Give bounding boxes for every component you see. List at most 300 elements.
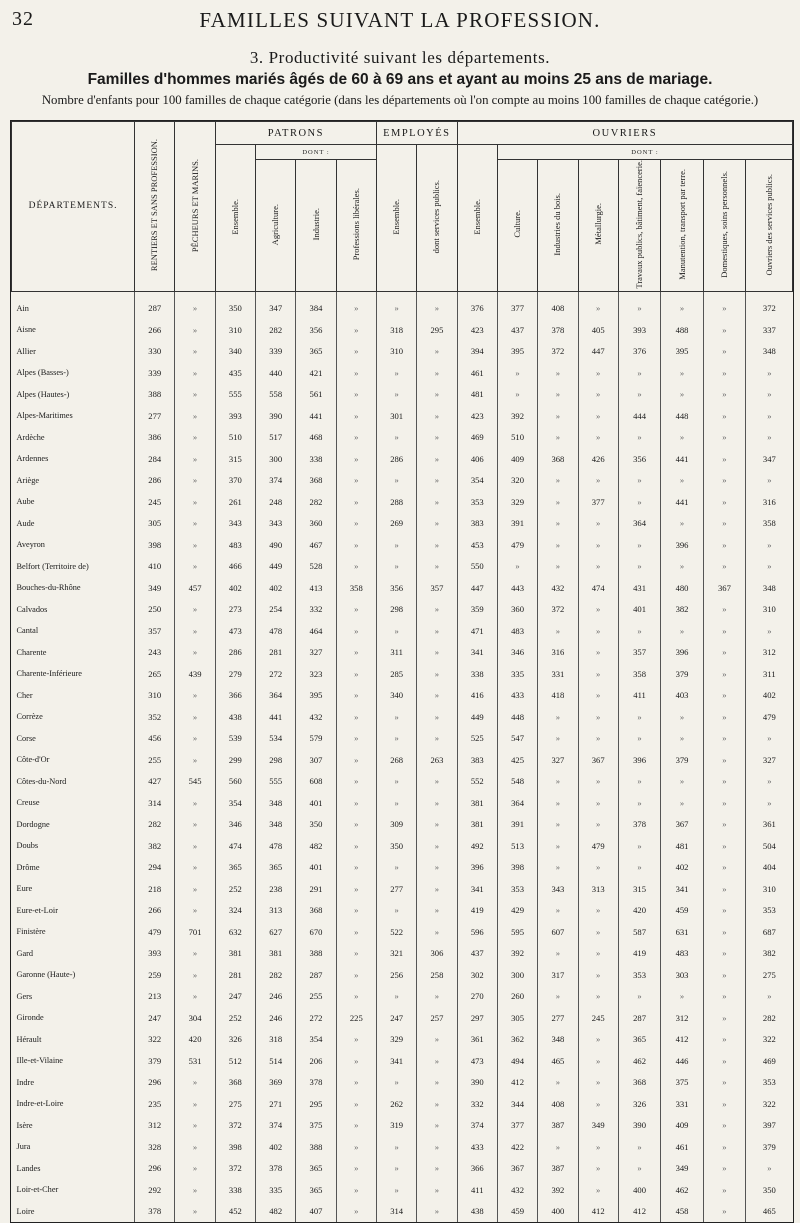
table-cell: » bbox=[336, 921, 376, 943]
table-cell: 292 bbox=[135, 1179, 175, 1201]
department-name: Corrèze bbox=[16, 712, 43, 722]
table-cell: » bbox=[703, 470, 745, 492]
table-cell: » bbox=[578, 427, 618, 449]
table-cell: » bbox=[376, 706, 416, 728]
table-cell: 411 bbox=[457, 1179, 497, 1201]
table-cell: 388 bbox=[296, 943, 336, 965]
table-cell: 494 bbox=[497, 1050, 537, 1072]
table-cell: 260 bbox=[497, 986, 537, 1008]
table-cell: » bbox=[703, 384, 745, 406]
patrons-header: PATRONS bbox=[215, 122, 376, 145]
table-cell: 246 bbox=[256, 1007, 296, 1029]
table-cell: 301 bbox=[376, 405, 416, 427]
table-row bbox=[12, 814, 793, 836]
table-cell: » bbox=[746, 384, 793, 406]
table-cell: 483 bbox=[661, 943, 703, 965]
table-cell: » bbox=[618, 427, 660, 449]
table-row bbox=[12, 620, 793, 642]
table-cell: 382 bbox=[135, 835, 175, 857]
table-cell: » bbox=[703, 1179, 745, 1201]
table-cell: 310 bbox=[746, 878, 793, 900]
table-cell: 412 bbox=[497, 1072, 537, 1094]
table-cell: 328 bbox=[135, 1136, 175, 1158]
department-name: Ain bbox=[16, 303, 29, 313]
table-cell: » bbox=[417, 878, 457, 900]
table-cell: 382 bbox=[746, 943, 793, 965]
table-cell: 398 bbox=[135, 534, 175, 556]
table-cell: 383 bbox=[457, 513, 497, 535]
table-cell: » bbox=[661, 513, 703, 535]
table-row bbox=[12, 1158, 793, 1180]
table-row bbox=[12, 986, 793, 1008]
table-cell: 272 bbox=[296, 1007, 336, 1029]
table-row bbox=[12, 470, 793, 492]
table-cell: » bbox=[417, 620, 457, 642]
table-cell: 353 bbox=[746, 900, 793, 922]
table-cell: » bbox=[703, 814, 745, 836]
table-cell: 416 bbox=[457, 685, 497, 707]
ouvriers-manutention-header: Manutention, transport par terre. bbox=[661, 160, 703, 292]
department-name: Finistère bbox=[16, 927, 46, 937]
table-cell: » bbox=[703, 943, 745, 965]
table-cell: 318 bbox=[376, 319, 416, 341]
table-cell: 444 bbox=[618, 405, 660, 427]
table-cell: 406 bbox=[457, 448, 497, 470]
table-cell: » bbox=[175, 900, 215, 922]
table-cell: » bbox=[703, 921, 745, 943]
table-cell: 522 bbox=[376, 921, 416, 943]
table-cell: » bbox=[417, 1029, 457, 1051]
table-cell: » bbox=[661, 620, 703, 642]
employes-ensemble-header: Ensemble. bbox=[376, 145, 416, 292]
table-cell: 254 bbox=[256, 599, 296, 621]
table-cell: » bbox=[703, 341, 745, 363]
table-cell: » bbox=[703, 749, 745, 771]
table-cell: 343 bbox=[215, 513, 255, 535]
table-cell: 423 bbox=[457, 319, 497, 341]
table-cell: » bbox=[336, 556, 376, 578]
table-cell: 306 bbox=[417, 943, 457, 965]
table-cell: 341 bbox=[457, 642, 497, 664]
table-cell: 401 bbox=[296, 792, 336, 814]
table-cell: » bbox=[376, 534, 416, 556]
table-cell: » bbox=[336, 620, 376, 642]
table-cell: 478 bbox=[256, 835, 296, 857]
department-name: Ariège bbox=[16, 475, 40, 485]
table-cell: 206 bbox=[296, 1050, 336, 1072]
table-cell: » bbox=[703, 1093, 745, 1115]
table-cell: » bbox=[417, 405, 457, 427]
table-cell: 701 bbox=[175, 921, 215, 943]
table-cell: » bbox=[417, 771, 457, 793]
table-cell: 439 bbox=[175, 663, 215, 685]
table-cell: 466 bbox=[215, 556, 255, 578]
ouvriers-culture-header: Culture. bbox=[497, 160, 537, 292]
table-cell: 387 bbox=[538, 1158, 578, 1180]
department-name: Belfort (Territoire de) bbox=[16, 561, 89, 571]
table-cell: 298 bbox=[376, 599, 416, 621]
table-cell: 271 bbox=[256, 1093, 296, 1115]
table-cell: » bbox=[661, 986, 703, 1008]
employes-services-publics-header: dont services publics. bbox=[417, 145, 457, 292]
table-cell: 356 bbox=[296, 319, 336, 341]
table-cell: » bbox=[175, 728, 215, 750]
table-cell: » bbox=[703, 1007, 745, 1029]
table-cell: 252 bbox=[215, 1007, 255, 1029]
table-cell: » bbox=[417, 1136, 457, 1158]
table-cell: » bbox=[703, 1029, 745, 1051]
table-cell: 480 bbox=[661, 577, 703, 599]
table-cell: 247 bbox=[135, 1007, 175, 1029]
table-cell: 386 bbox=[135, 427, 175, 449]
table-cell: » bbox=[746, 1158, 793, 1180]
table-cell: 367 bbox=[578, 749, 618, 771]
table-cell: 368 bbox=[215, 1072, 255, 1094]
table-cell: » bbox=[746, 556, 793, 578]
table-cell: » bbox=[336, 1201, 376, 1223]
table-cell: 379 bbox=[661, 663, 703, 685]
table-cell: 525 bbox=[457, 728, 497, 750]
table-cell: » bbox=[175, 943, 215, 965]
table-cell: » bbox=[336, 427, 376, 449]
table-cell: » bbox=[703, 685, 745, 707]
table-cell: 357 bbox=[417, 577, 457, 599]
table-cell: » bbox=[538, 706, 578, 728]
department-name: Allier bbox=[16, 346, 36, 356]
table-row bbox=[12, 771, 793, 793]
table-cell: 409 bbox=[661, 1115, 703, 1137]
table-cell: 315 bbox=[618, 878, 660, 900]
department-name: Calvados bbox=[16, 604, 48, 614]
table-cell: 462 bbox=[661, 1179, 703, 1201]
table-cell: 407 bbox=[296, 1201, 336, 1223]
table-cell: 397 bbox=[746, 1115, 793, 1137]
table-cell: 331 bbox=[538, 663, 578, 685]
table-cell: 398 bbox=[215, 1136, 255, 1158]
table-cell: 314 bbox=[376, 1201, 416, 1223]
ouvriers-travaux-publics-header: Travaux publics, bâtiment, faïencerie. bbox=[618, 160, 660, 292]
table-cell: 335 bbox=[497, 663, 537, 685]
table-cell: » bbox=[703, 771, 745, 793]
table-cell: 366 bbox=[215, 685, 255, 707]
table-cell: » bbox=[336, 835, 376, 857]
pecheurs-header: PÊCHEURS ET MARINS. bbox=[175, 122, 215, 292]
table-cell: 378 bbox=[256, 1158, 296, 1180]
table-cell: 387 bbox=[538, 1115, 578, 1137]
main-title: Familles d'hommes mariés âgés de 60 à 69 ans et ayant au moins 25 ans de mariage. bbox=[87, 71, 713, 88]
table-row bbox=[12, 1136, 793, 1158]
department-name: Eure bbox=[16, 884, 33, 894]
table-cell: » bbox=[417, 556, 457, 578]
table-cell: 388 bbox=[296, 1136, 336, 1158]
table-cell: 266 bbox=[135, 319, 175, 341]
table-cell: 310 bbox=[746, 599, 793, 621]
table-cell: 531 bbox=[175, 1050, 215, 1072]
department-name: Bouches-du-Rhône bbox=[16, 583, 81, 593]
table-cell: 346 bbox=[497, 642, 537, 664]
table-cell: 481 bbox=[457, 384, 497, 406]
table-cell: 534 bbox=[256, 728, 296, 750]
table-cell: 358 bbox=[336, 577, 376, 599]
table-cell: 348 bbox=[746, 577, 793, 599]
table-cell: » bbox=[578, 1136, 618, 1158]
table-cell: 391 bbox=[497, 814, 537, 836]
table-cell: » bbox=[618, 362, 660, 384]
table-cell: 418 bbox=[538, 685, 578, 707]
table-cell: 364 bbox=[256, 685, 296, 707]
table-row bbox=[12, 534, 793, 556]
table-cell: 377 bbox=[578, 491, 618, 513]
table-cell: 372 bbox=[538, 599, 578, 621]
table-cell: 412 bbox=[578, 1201, 618, 1223]
table-cell: 307 bbox=[296, 749, 336, 771]
table-cell: » bbox=[175, 470, 215, 492]
table-cell: 561 bbox=[296, 384, 336, 406]
table-cell: 474 bbox=[215, 835, 255, 857]
patrons-dont-label: DONT : bbox=[256, 145, 377, 160]
table-cell: 330 bbox=[135, 341, 175, 363]
table-cell: 357 bbox=[135, 620, 175, 642]
table-cell: 286 bbox=[376, 448, 416, 470]
table-cell: 504 bbox=[746, 835, 793, 857]
table-cell: » bbox=[578, 1179, 618, 1201]
table-cell: 329 bbox=[376, 1029, 416, 1051]
table-cell: 510 bbox=[497, 427, 537, 449]
table-cell: 304 bbox=[175, 1007, 215, 1029]
table-cell: 365 bbox=[618, 1029, 660, 1051]
table-cell: » bbox=[703, 706, 745, 728]
table-row bbox=[12, 943, 793, 965]
table-cell: » bbox=[175, 1179, 215, 1201]
table-cell: 310 bbox=[376, 341, 416, 363]
table-cell: » bbox=[578, 362, 618, 384]
table-cell: 335 bbox=[256, 1179, 296, 1201]
department-name: Ille-et-Vilaine bbox=[16, 1056, 63, 1066]
table-cell: 370 bbox=[215, 470, 255, 492]
table-row bbox=[12, 291, 793, 319]
table-cell: » bbox=[336, 341, 376, 363]
table-row bbox=[12, 513, 793, 535]
table-cell: 282 bbox=[256, 319, 296, 341]
table-cell: » bbox=[336, 1115, 376, 1137]
department-name: Loire bbox=[16, 1206, 35, 1216]
table-cell: 277 bbox=[376, 878, 416, 900]
table-cell: 339 bbox=[256, 341, 296, 363]
table-cell: 420 bbox=[618, 900, 660, 922]
table-cell: » bbox=[336, 685, 376, 707]
table-cell: 302 bbox=[457, 964, 497, 986]
table-cell: 558 bbox=[256, 384, 296, 406]
ouvriers-metallurgie-header: Métallurgie. bbox=[578, 160, 618, 292]
table-cell: 332 bbox=[457, 1093, 497, 1115]
table-cell: 357 bbox=[618, 642, 660, 664]
table-cell: 438 bbox=[457, 1201, 497, 1223]
table-cell: » bbox=[175, 685, 215, 707]
table-cell: » bbox=[376, 1072, 416, 1094]
table-cell: 608 bbox=[296, 771, 336, 793]
table-cell: » bbox=[618, 771, 660, 793]
table-cell: » bbox=[661, 427, 703, 449]
table-cell: » bbox=[703, 835, 745, 857]
table-cell: 348 bbox=[746, 341, 793, 363]
table-cell: 362 bbox=[497, 1029, 537, 1051]
table-cell: » bbox=[746, 728, 793, 750]
table-row bbox=[12, 1029, 793, 1051]
table-cell: » bbox=[417, 491, 457, 513]
table-cell: » bbox=[336, 291, 376, 319]
table-cell: » bbox=[661, 384, 703, 406]
table-cell: 367 bbox=[703, 577, 745, 599]
table-cell: 545 bbox=[175, 771, 215, 793]
table-cell: » bbox=[578, 470, 618, 492]
table-cell: » bbox=[417, 1158, 457, 1180]
table-cell: » bbox=[175, 291, 215, 319]
table-cell: 354 bbox=[296, 1029, 336, 1051]
table-cell: 396 bbox=[661, 534, 703, 556]
table-cell: 474 bbox=[578, 577, 618, 599]
table-cell: » bbox=[618, 470, 660, 492]
table-cell: 324 bbox=[215, 900, 255, 922]
table-cell: » bbox=[376, 1136, 416, 1158]
table-cell: » bbox=[417, 427, 457, 449]
table-cell: » bbox=[661, 470, 703, 492]
table-cell: 375 bbox=[296, 1115, 336, 1137]
table-cell: 281 bbox=[256, 642, 296, 664]
table-cell: 322 bbox=[746, 1093, 793, 1115]
table-cell: 392 bbox=[497, 405, 537, 427]
table-cell: 421 bbox=[296, 362, 336, 384]
table-cell: 377 bbox=[497, 1115, 537, 1137]
table-cell: » bbox=[618, 728, 660, 750]
department-name: Gers bbox=[16, 991, 33, 1001]
table-cell: 275 bbox=[746, 964, 793, 986]
table-cell: 361 bbox=[746, 814, 793, 836]
table-cell: » bbox=[336, 857, 376, 879]
table-cell: 312 bbox=[661, 1007, 703, 1029]
table-row bbox=[12, 1007, 793, 1029]
table-cell: » bbox=[376, 620, 416, 642]
page-number: 32 bbox=[12, 8, 34, 30]
table-cell: 299 bbox=[215, 749, 255, 771]
patrons-agriculture-header: Agriculture. bbox=[256, 160, 296, 292]
table-cell: » bbox=[578, 792, 618, 814]
table-row bbox=[12, 319, 793, 341]
table-cell: » bbox=[336, 878, 376, 900]
table-cell: 338 bbox=[215, 1179, 255, 1201]
table-cell: » bbox=[417, 341, 457, 363]
table-cell: 392 bbox=[497, 943, 537, 965]
table-cell: 309 bbox=[376, 814, 416, 836]
ouvriers-header: OUVRIERS bbox=[457, 122, 792, 145]
ouvriers-services-publics-header: Ouvriers des services publics. bbox=[746, 160, 793, 292]
table-cell: » bbox=[578, 1093, 618, 1115]
table-cell: » bbox=[175, 1201, 215, 1223]
table-cell: 361 bbox=[457, 1029, 497, 1051]
table-cell: 277 bbox=[538, 1007, 578, 1029]
table-cell: 365 bbox=[256, 857, 296, 879]
table-row bbox=[12, 577, 793, 599]
table-cell: » bbox=[336, 814, 376, 836]
table-cell: 247 bbox=[215, 986, 255, 1008]
table-cell: » bbox=[661, 556, 703, 578]
table-cell: » bbox=[538, 771, 578, 793]
table-cell: 393 bbox=[135, 943, 175, 965]
table-row bbox=[12, 878, 793, 900]
table-cell: » bbox=[618, 857, 660, 879]
table-cell: 483 bbox=[215, 534, 255, 556]
table-cell: » bbox=[336, 900, 376, 922]
table-cell: 687 bbox=[746, 921, 793, 943]
table-cell: » bbox=[336, 663, 376, 685]
department-name: Aisne bbox=[16, 325, 36, 335]
table-row bbox=[12, 1050, 793, 1072]
table-cell: 402 bbox=[256, 577, 296, 599]
table-cell: 281 bbox=[215, 964, 255, 986]
table-cell: 245 bbox=[135, 491, 175, 513]
table-cell: 352 bbox=[135, 706, 175, 728]
table-cell: 400 bbox=[538, 1201, 578, 1223]
table-cell: 269 bbox=[376, 513, 416, 535]
table-cell: » bbox=[497, 362, 537, 384]
table-cell: 213 bbox=[135, 986, 175, 1008]
table-cell: 459 bbox=[497, 1201, 537, 1223]
table-cell: » bbox=[703, 1115, 745, 1137]
table-cell: » bbox=[703, 491, 745, 513]
table-cell: » bbox=[336, 1093, 376, 1115]
department-name: Doubs bbox=[16, 841, 39, 851]
table-cell: 340 bbox=[376, 685, 416, 707]
table-cell: 404 bbox=[746, 857, 793, 879]
table-cell: » bbox=[376, 1158, 416, 1180]
table-cell: 550 bbox=[457, 556, 497, 578]
table-cell: 318 bbox=[256, 1029, 296, 1051]
table-cell: » bbox=[661, 771, 703, 793]
table-cell: 367 bbox=[661, 814, 703, 836]
table-cell: 441 bbox=[296, 405, 336, 427]
patrons-ensemble-header: Ensemble. bbox=[215, 145, 255, 292]
table-row bbox=[12, 857, 793, 879]
table-cell: » bbox=[703, 642, 745, 664]
table-cell: 275 bbox=[215, 1093, 255, 1115]
table-cell: » bbox=[417, 448, 457, 470]
table-cell: 446 bbox=[661, 1050, 703, 1072]
table-cell: 437 bbox=[457, 943, 497, 965]
table-cell: » bbox=[336, 405, 376, 427]
table-cell: 246 bbox=[256, 986, 296, 1008]
table-cell: 469 bbox=[457, 427, 497, 449]
table-cell: 316 bbox=[538, 642, 578, 664]
table-cell: » bbox=[336, 771, 376, 793]
table-cell: 379 bbox=[661, 749, 703, 771]
table-cell: » bbox=[578, 943, 618, 965]
table-cell: » bbox=[376, 792, 416, 814]
table-cell: » bbox=[538, 835, 578, 857]
table-cell: 449 bbox=[256, 556, 296, 578]
table-cell: 320 bbox=[497, 470, 537, 492]
table-cell: 270 bbox=[457, 986, 497, 1008]
table-cell: 429 bbox=[497, 900, 537, 922]
table-cell: 438 bbox=[215, 706, 255, 728]
table-cell: » bbox=[578, 1029, 618, 1051]
table-cell: » bbox=[703, 728, 745, 750]
table-cell: 381 bbox=[457, 814, 497, 836]
table-cell: 321 bbox=[376, 943, 416, 965]
table-cell: 343 bbox=[538, 878, 578, 900]
table-cell: 286 bbox=[215, 642, 255, 664]
table-cell: » bbox=[703, 620, 745, 642]
table-cell: » bbox=[417, 1179, 457, 1201]
table-row bbox=[12, 362, 793, 384]
